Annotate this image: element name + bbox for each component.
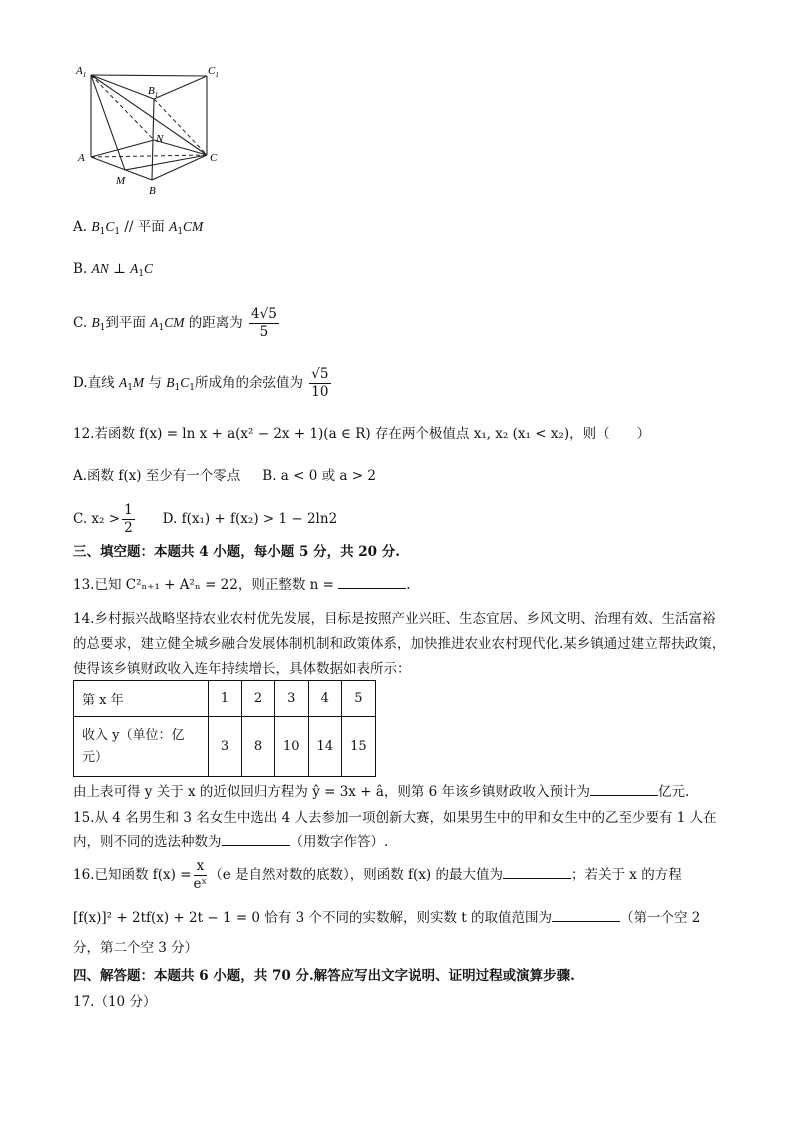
q12-options-cd: C. x₂ > $\frac{1}{2}$ D. f(x₁) + f(x₂) > 1 − 2ln2 <box>73 502 338 536</box>
q17-heading: 17.（10 分） <box>73 994 157 1010</box>
q11-option-c: C. $B_1$到平面 $A_1CM$ 的距离为 $\frac{4√5}{5}$ <box>73 306 277 340</box>
table-cell: 15 <box>342 717 376 777</box>
q11-option-d: D.直线 $A_1M$ 与 $B_1C_1$所成角的余弦值为 $\frac{√5}{10}$ <box>73 366 329 400</box>
q11-option-a: A. $B_1C_1$ // 平面 $A_1CM$ <box>73 219 204 237</box>
q14-paragraph: 14.乡村振兴战略坚持农业农村优先发展，目标是按照产业兴旺、生态宜居、乡风文明、治理有效、生活富裕的总要求，建立健全城乡融合发展体制机制和政策体系，加快推进农业农村现代化.某乡镇通过建立帮扶政策，使得该乡镇财政收入连年持续增长，具体数据如表所示： <box>73 611 726 677</box>
edge-a1-b1 <box>91 75 154 99</box>
answer-blank[interactable] <box>338 575 406 589</box>
dashed-a1-n <box>91 75 154 140</box>
dashed-a-c <box>91 155 207 157</box>
table-cell: 5 <box>342 681 376 717</box>
edge-a1-c1 <box>91 75 207 76</box>
answer-blank[interactable] <box>590 782 658 796</box>
table-row <box>74 681 376 717</box>
q12-stem: 12.若函数 f(x) = ln x + a(x² − 2x + 1)(a ∈ R) 存在两个极值点 x₁, x₂ (x₁ < x₂)，则（ ） <box>73 426 651 442</box>
table-cell: 10 <box>275 717 309 777</box>
prism-figure <box>70 62 230 202</box>
label-b1: $B_1$ <box>148 85 159 99</box>
section-4-heading: 四、解答题：本题共 6 小题，共 70 分.解答应写出文字说明、证明过程或演算步骤. <box>73 968 575 984</box>
q14-regression-line: 由上表可得 y 关于 x 的近似回归方程为 ŷ = 3x + â，则第 6 年该乡镇财政收入预计为 亿元. <box>73 784 690 800</box>
table-cell: 8 <box>242 717 275 777</box>
q16-line-1: 16.已知函数 f(x) = $\frac{x}{\text{eˣ}}$ （e 是自然对数的底数），则函数 f(x) 的最大值为 ；若关于 x 的方程 <box>73 858 682 892</box>
q16-line-2: [f(x)]² + 2tf(x) + 2t − 1 = 0 恰有 3 个不同的实数解，则实数 t 的取值范围为 （第一个空 2 <box>73 910 701 926</box>
line-m-c <box>125 155 207 170</box>
label-n: N <box>156 133 164 145</box>
row-label: 第 x 年 <box>74 681 209 717</box>
q12-options-ab: A.函数 f(x) 至少有一个零点 B. a < 0 或 a > 2 <box>73 468 376 484</box>
fraction: $\frac{4√5}{5}$ <box>251 306 277 340</box>
q15-line-2: 内，则不同的选法种数为 （用数字作答）. <box>73 834 389 850</box>
edge-b-c <box>152 155 207 180</box>
section-3-heading: 三、填空题：本题共 4 小题，每小题 5 分，共 20 分. <box>73 544 400 560</box>
edge-b1-c1 <box>154 76 207 99</box>
q13: 13.已知 C²ₙ₊₁ + A²ₙ = 22，则正整数 n = . <box>73 577 411 593</box>
line-a-n <box>91 140 154 157</box>
label-b: B <box>149 185 156 197</box>
q11-option-b: B. AN ⊥ $A_1C$ <box>73 261 154 279</box>
fraction: $\frac{x}{\text{eˣ}}$ <box>193 858 208 892</box>
q15-line-1: 15.从 4 名男生和 3 名女生中选出 4 人去参加一项创新大赛，如果男生中的甲和女生中的乙至少要有 1 人在 <box>73 810 717 826</box>
table-cell: 1 <box>209 681 242 717</box>
label-a1: $A_1$ <box>76 65 87 79</box>
label-c: C <box>210 152 218 164</box>
fraction: $\frac{√5}{10}$ <box>311 366 329 400</box>
answer-blank[interactable] <box>552 908 620 922</box>
row-label: 收入 y（单位：亿元） <box>74 717 209 777</box>
edge-b1-b <box>152 99 154 180</box>
table-cell: 3 <box>275 681 309 717</box>
label-a: A <box>78 152 85 164</box>
label-m: M <box>116 175 126 187</box>
q14-data-table <box>73 680 376 777</box>
fraction: $\frac{1}{2}$ <box>124 502 133 536</box>
label-c1: $C_1$ <box>208 65 219 79</box>
table-row <box>74 717 376 777</box>
table-cell: 2 <box>242 681 275 717</box>
table-cell: 3 <box>209 717 242 777</box>
table-cell: 14 <box>308 717 342 777</box>
dashed-b1-c <box>154 99 207 155</box>
answer-blank[interactable] <box>222 832 290 846</box>
answer-blank[interactable] <box>503 865 571 879</box>
q16-line-3: 分，第二个空 3 分） <box>73 940 199 956</box>
table-cell: 4 <box>308 681 342 717</box>
